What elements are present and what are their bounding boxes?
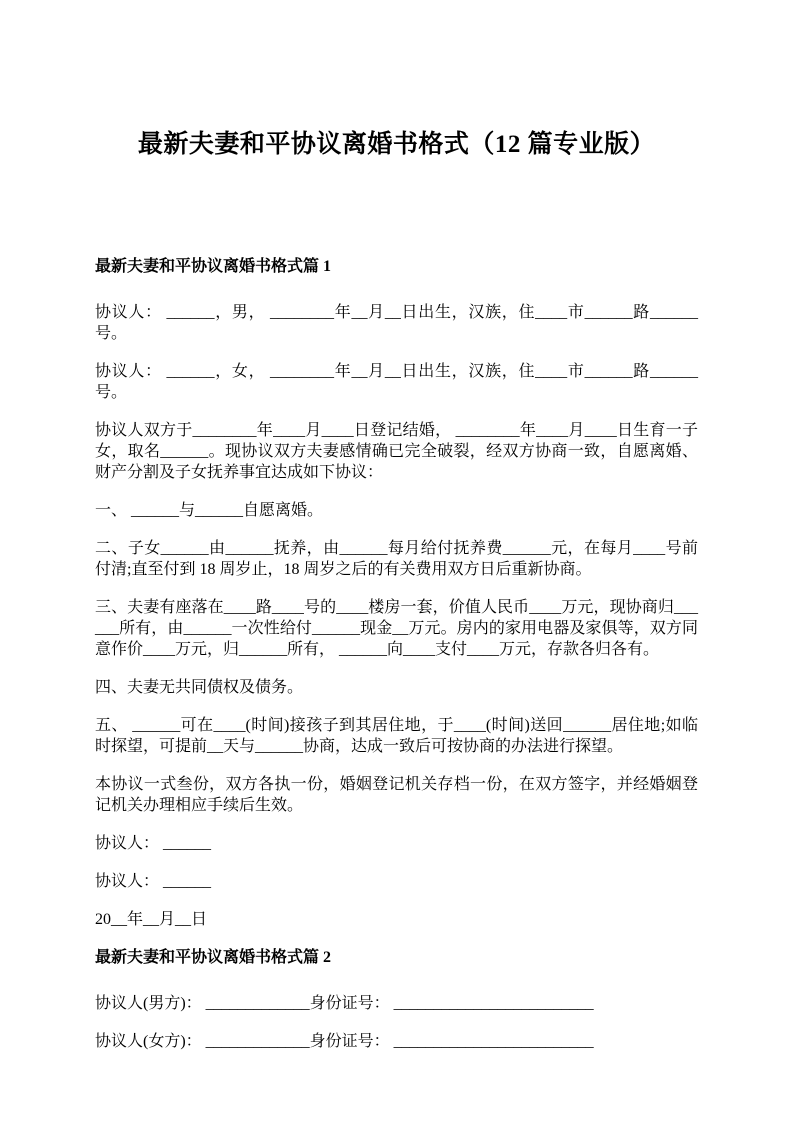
clause-5-visitation: 五、 ______可在____(时间)接孩子到其居住地，于____(时间)送回______居住地;如临时探望，可提前__天与______协商，达成一致后可按协商的办法进行探望。 (95, 717, 698, 755)
signature-line-party-a: 协议人： ______ (95, 835, 212, 852)
section-2 (95, 947, 698, 1052)
section-1-heading: 最新夫妻和平协议离婚书格式篇 1 (95, 258, 332, 275)
clause-2-child-support: 二、子女______由______抚养，由______每月给付抚养费______元，在每月____号前付清;直至付到 18 周岁止，18 周岁之后的有关费用双方日后重新协商。 (95, 540, 698, 578)
date-line: 20__年__月__日 (95, 911, 208, 928)
effectiveness-clause: 本协议一式叁份，双方各执一份，婚姻登记机关存档一份，在双方签字，并经婚姻登记机关办理相应手续后生效。 (95, 776, 698, 814)
signature-line-party-b: 协议人： ______ (95, 873, 212, 890)
party-a-info-line: 协议人： ______，男， ________年__月__日出生，汉族，住____市______路______号。 (95, 304, 698, 342)
section-1 (95, 256, 698, 930)
male-party-id-line: 协议人(男方)： _____________身份证号： _________________________ (95, 995, 594, 1012)
clause-4-debts: 四、夫妻无共同债权及债务。 (95, 679, 304, 696)
clause-3-property-division: 三、夫妻有座落在____路____号的____楼房一套，价值人民币____万元，现协商归______所有，由______一次性给付______现金__万元。房内的家用电器及家俱等，双方同意作价____万元，归______所有， ______向____支付____万元，存款各归各有。 (95, 599, 698, 658)
section-2-heading: 最新夫妻和平协议离婚书格式篇 2 (95, 949, 332, 966)
marriage-info-paragraph: 协议人双方于________年____月____日登记结婚， ________年____月____日生育一子女，取名______。现协议双方夫妻感情确已完全破裂，经双方协商一致，自愿离婚、财产分割及子女抚养事宜达成如下协议： (95, 422, 698, 481)
clause-1-voluntary-divorce: 一、 ______与______自愿离婚。 (95, 502, 324, 519)
party-b-info-line: 协议人： ______，女， ________年__月__日出生，汉族，住____市______路______号。 (95, 363, 698, 401)
female-party-id-line: 协议人(女方)： _____________身份证号： _________________________ (95, 1033, 594, 1050)
document-title: 最新夫妻和平协议离婚书格式（12 篇专业版） (137, 131, 656, 158)
